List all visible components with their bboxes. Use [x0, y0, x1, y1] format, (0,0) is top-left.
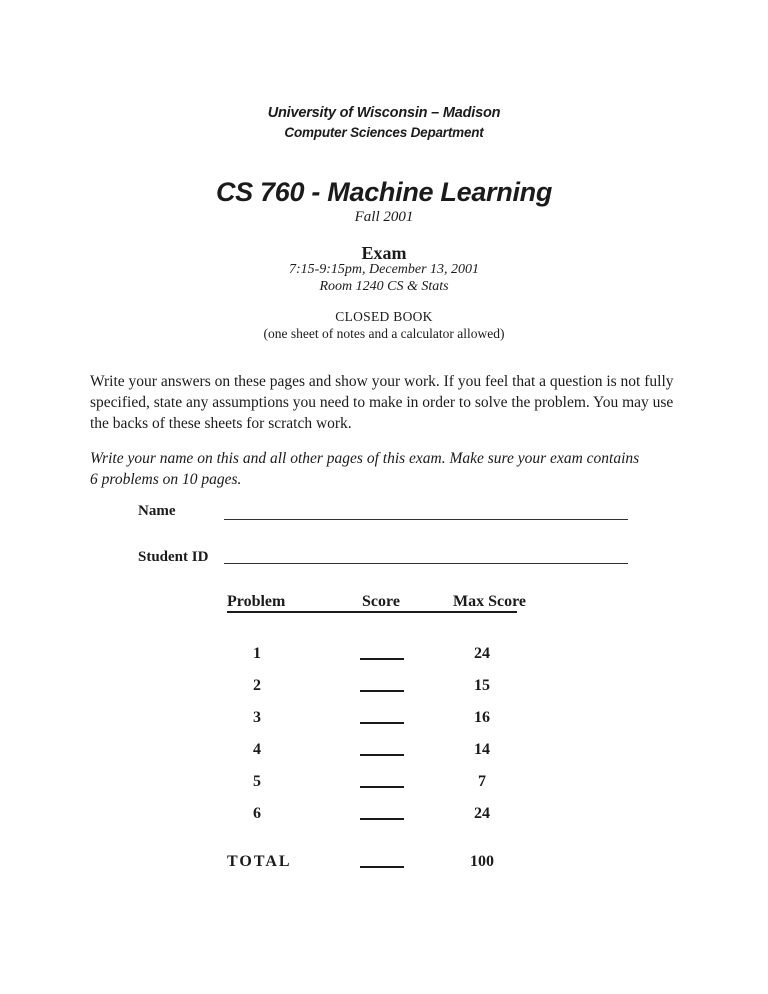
- max-score-column-header: Max Score: [453, 593, 527, 610]
- problem-number: 2: [253, 677, 261, 694]
- table-row: [227, 644, 517, 664]
- max-score-value: 14: [474, 741, 490, 758]
- max-score-value: 7: [478, 773, 486, 790]
- total-row: [227, 852, 517, 872]
- score-blank-line: [360, 773, 404, 788]
- max-score-value: 24: [474, 645, 490, 662]
- score-table-header: [227, 593, 527, 613]
- total-label: TOTAL: [227, 853, 292, 870]
- problem-column-header: Problem: [227, 593, 286, 610]
- name-note-line: Write your name on this and all other pages of this exam. Make sure your exam contains: [90, 450, 640, 467]
- student-id-blank-line: [224, 563, 628, 564]
- course-title: CS 760 - Machine Learning: [215, 177, 553, 207]
- problem-number: 5: [253, 773, 261, 790]
- student-id-field-label: Student ID: [138, 549, 209, 565]
- institution-name: University of Wisconsin – Madison: [267, 105, 501, 121]
- table-row: [227, 676, 517, 696]
- closed-book-label: CLOSED BOOK: [335, 309, 433, 324]
- max-score-value: 15: [474, 677, 490, 694]
- score-blank-line: [360, 853, 404, 868]
- closed-book-note: (one sheet of notes and a calculator allowed): [263, 326, 505, 341]
- name-blank-line: [224, 519, 628, 520]
- problem-number: 6: [253, 805, 261, 822]
- score-column-header: Score: [362, 593, 400, 610]
- department-name: Computer Sciences Department: [284, 125, 484, 140]
- name-note-paragraph: [90, 448, 730, 490]
- exam-heading: Exam: [361, 243, 407, 263]
- term-label: Fall 2001: [354, 209, 414, 225]
- score-blank-line: [360, 741, 404, 756]
- table-row: [227, 772, 517, 792]
- name-field-label: Name: [138, 503, 176, 519]
- score-blank-line: [360, 645, 404, 660]
- instructions-line: specified, state any assumptions you need to make in order to solve the problem. You may use: [90, 394, 674, 411]
- problem-number: 1: [253, 645, 261, 662]
- total-max-score-value: 100: [470, 853, 494, 870]
- score-blank-line: [360, 805, 404, 820]
- exam-datetime: 7:15-9:15pm, December 13, 2001: [288, 262, 480, 277]
- instructions-paragraph: [90, 371, 730, 434]
- score-blank-line: [360, 709, 404, 724]
- instructions-line: Write your answers on these pages and show your work. If you feel that a question is not fully: [90, 373, 674, 390]
- table-row: [227, 740, 517, 760]
- problem-number: 3: [253, 709, 261, 726]
- exam-room: Room 1240 CS & Stats: [319, 279, 449, 294]
- name-note-line: 6 problems on 10 pages.: [90, 471, 242, 488]
- problem-number: 4: [253, 741, 261, 758]
- score-blank-line: [360, 677, 404, 692]
- max-score-value: 24: [474, 805, 490, 822]
- table-row: [227, 804, 517, 824]
- instructions-line: the backs of these sheets for scratch work.: [90, 415, 352, 432]
- max-score-value: 16: [474, 709, 490, 726]
- table-row: [227, 708, 517, 728]
